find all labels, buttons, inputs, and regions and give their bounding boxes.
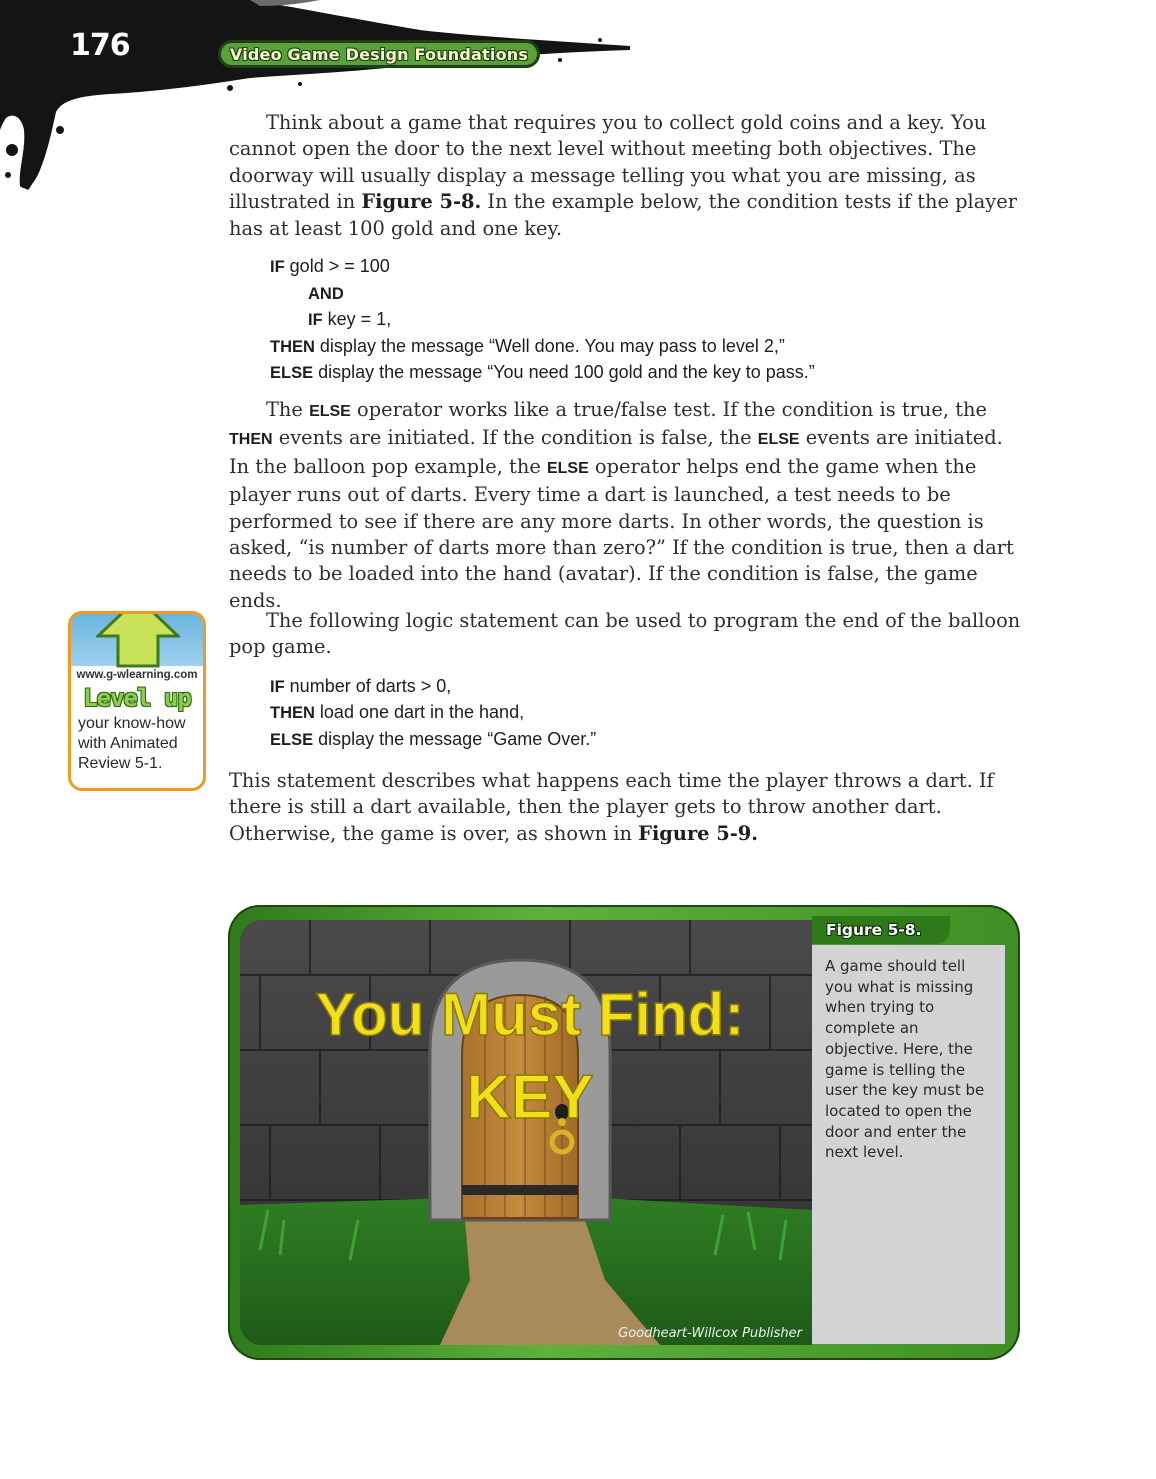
paragraph-2-text: operator helps end the game when the player runs out of darts. Every time a dart is launched, a test needs to be performed to see if there are any more darts. In other words, the question is asked, “is number of darts more than zero?” If the condition is true, then a dart needs to be loaded into the hand (avatar). If the condition is false, the game ends. xyxy=(229,454,1014,612)
level-up-url[interactable]: www.g-wlearning.com xyxy=(76,669,198,681)
level-up-banner xyxy=(75,686,199,710)
paragraph-1-text-end: In the example below, the condition tests if the player has at least 100 gold and one key. xyxy=(229,190,1017,240)
paragraph-3-text: The following logic statement can be used to program the end of the balloon pop game. xyxy=(229,609,1021,659)
paragraph-4-text: This statement describes what happens each time the player throws a dart. If there is still a dart available, then the player gets to throw another dart. Otherwise, the game is over, as shown in xyxy=(229,769,994,845)
paragraph-2-text: The xyxy=(266,398,310,421)
figure-reference: Figure 5-8. xyxy=(361,190,482,214)
keyword: ELSE xyxy=(309,403,351,420)
keyword: ELSE xyxy=(757,431,800,449)
code-keyword: THEN xyxy=(270,338,315,356)
code-text: load one dart in the hand, xyxy=(314,702,525,722)
code-text: display the message “Well done. You may pass to level 2,” xyxy=(314,336,785,356)
paragraph-2-text: operator works like a true/false test. If the condition is true, the xyxy=(350,398,987,421)
code-line xyxy=(308,309,391,330)
code-keyword: ELSE xyxy=(270,364,314,382)
scene-text-line-2: KEY xyxy=(466,1063,594,1132)
book-title: Video Game Design Foundations xyxy=(229,44,529,64)
scene-text-line-1: You Must Find: xyxy=(315,981,745,1048)
code-text: display the message “Game Over.” xyxy=(313,729,597,749)
paragraph-4 xyxy=(229,768,1029,847)
up-arrow-icon xyxy=(96,611,180,668)
paragraph-2-text: events are initiated. In the balloon pop example, the xyxy=(229,426,1003,478)
paragraph-1-text: Think about a game that requires you to collect gold coins and a key. You cannot open the door to the next level without meeting both objectives. The doorway will usually display a message telling you what you are missing, as illustrated in xyxy=(229,111,987,214)
code-keyword: IF xyxy=(308,311,323,329)
paragraph-2-text: events are initiated. If the condition is false, the xyxy=(272,426,758,450)
paragraph-2 xyxy=(229,397,1029,614)
code-line xyxy=(270,256,390,277)
code-line xyxy=(270,729,596,750)
book-title-banner xyxy=(218,40,540,68)
code-line xyxy=(270,362,815,383)
image-credit: Goodheart-Willcox Publisher xyxy=(618,1326,802,1341)
page-number: 176 xyxy=(70,28,130,63)
code-keyword: IF xyxy=(270,678,285,696)
paragraph-3 xyxy=(229,608,1029,661)
level-up-title: Level up xyxy=(83,684,191,712)
code-keyword: ELSE xyxy=(270,731,314,749)
figure-label: Figure 5-8. xyxy=(826,921,922,939)
code-text: number of darts > 0, xyxy=(284,676,452,696)
paragraph-1 xyxy=(229,110,1029,242)
level-up-description: your know-how with Animated Review 5-1. xyxy=(78,715,186,772)
game-screenshot xyxy=(240,920,812,1345)
code-text: display the message “You need 100 gold and the key to pass.” xyxy=(313,362,815,382)
code-line xyxy=(270,676,451,697)
figure-caption: A game should tell you what is missing when trying to complete an objective. Here, the game is telling the user the key must be located to open the door and enter the next level. xyxy=(825,957,985,1162)
figure-reference: Figure 5-9. xyxy=(638,821,759,845)
code-line xyxy=(270,336,785,357)
keyword: ELSE xyxy=(546,459,589,477)
level-up-sidebar xyxy=(68,611,206,791)
code-keyword: THEN xyxy=(270,704,315,722)
code-keyword: IF xyxy=(270,258,285,276)
castle-door-illustration xyxy=(240,920,812,1345)
code-text: key = 1, xyxy=(322,309,392,329)
code-keyword: AND xyxy=(308,285,344,303)
code-text: gold > = 100 xyxy=(284,256,390,276)
keyword: THEN xyxy=(229,431,273,449)
figure-label-tab xyxy=(812,916,950,944)
code-line xyxy=(308,283,344,304)
code-line xyxy=(270,702,524,723)
